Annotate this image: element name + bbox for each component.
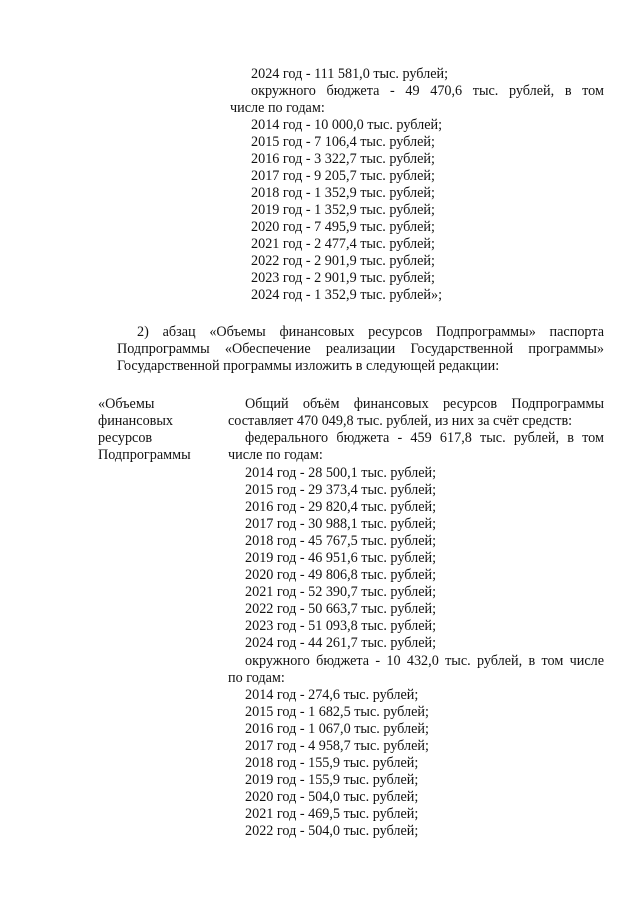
text-line: по годам: (228, 670, 285, 686)
text-line: 2021 год - 2 477,4 тыс. рублей; (251, 236, 435, 252)
text-line: 2023 год - 51 093,8 тыс. рублей; (245, 618, 437, 634)
text-line: 2024 год - 111 581,0 тыс. рублей; (251, 66, 449, 82)
text-line: 2022 год - 50 663,7 тыс. рублей; (245, 601, 437, 617)
text-line: Подпрограммы «Обеспечение реализации Государственной программы» (117, 341, 604, 357)
text-line: 2020 год - 49 806,8 тыс. рублей; (245, 567, 437, 583)
text-line: Общий объём финансовых ресурсов Подпрограммы (245, 396, 604, 412)
text-line: окружного бюджета - 10 432,0 тыс. рублей, в том числе (245, 653, 604, 669)
text-line: 2018 год - 1 352,9 тыс. рублей; (251, 185, 435, 201)
text-line: 2017 год - 4 958,7 тыс. рублей; (245, 738, 429, 754)
text-line: федерального бюджета - 459 617,8 тыс. рублей, в том (245, 430, 604, 446)
text-line: 2021 год - 469,5 тыс. рублей; (245, 806, 419, 822)
text-line: 2021 год - 52 390,7 тыс. рублей; (245, 584, 437, 600)
text-line: 2016 год - 1 067,0 тыс. рублей; (245, 721, 429, 737)
text-line: числе по годам: (228, 447, 323, 463)
text-line: 2018 год - 45 767,5 тыс. рублей; (245, 533, 437, 549)
text-line: ресурсов (98, 430, 153, 446)
text-line: 2020 год - 7 495,9 тыс. рублей; (251, 219, 435, 235)
text-line: 2014 год - 28 500,1 тыс. рублей; (245, 465, 437, 481)
text-line: 2017 год - 30 988,1 тыс. рублей; (245, 516, 437, 532)
text-line: 2015 год - 7 106,4 тыс. рублей; (251, 134, 435, 150)
text-line: 2016 год - 29 820,4 тыс. рублей; (245, 499, 437, 515)
text-line: 2017 год - 9 205,7 тыс. рублей; (251, 168, 435, 184)
text-line: Подпрограммы (98, 447, 191, 463)
text-line: 2015 год - 29 373,4 тыс. рублей; (245, 482, 437, 498)
text-line: 2015 год - 1 682,5 тыс. рублей; (245, 704, 429, 720)
text-line: 2023 год - 2 901,9 тыс. рублей; (251, 270, 435, 286)
text-line: 2019 год - 155,9 тыс. рублей; (245, 772, 419, 788)
text-line: 2024 год - 1 352,9 тыс. рублей»; (251, 287, 443, 303)
text-line: 2019 год - 1 352,9 тыс. рублей; (251, 202, 435, 218)
text-line: 2024 год - 44 261,7 тыс. рублей; (245, 635, 437, 651)
text-line: 2019 год - 46 951,6 тыс. рублей; (245, 550, 437, 566)
text-line: «Объемы (98, 396, 155, 412)
text-line: 2020 год - 504,0 тыс. рублей; (245, 789, 419, 805)
text-line: числе по годам: (230, 100, 325, 116)
text-line: окружного бюджета - 49 470,6 тыс. рублей, в том (251, 83, 604, 99)
text-line: 2022 год - 2 901,9 тыс. рублей; (251, 253, 435, 269)
text-line: финансовых (98, 413, 173, 429)
text-line: Государственной программы изложить в следующей редакции: (117, 358, 500, 374)
text-line: 2) абзац «Объемы финансовых ресурсов Подпрограммы» паспорта (137, 324, 604, 340)
text-line: 2022 год - 504,0 тыс. рублей; (245, 823, 419, 839)
text-line: 2014 год - 10 000,0 тыс. рублей; (251, 117, 443, 133)
text-line: 2014 год - 274,6 тыс. рублей; (245, 687, 419, 703)
text-line: 2018 год - 155,9 тыс. рублей; (245, 755, 419, 771)
text-line: 2016 год - 3 322,7 тыс. рублей; (251, 151, 435, 167)
text-line: составляет 470 049,8 тыс. рублей, из них за счёт средств: (228, 413, 573, 429)
